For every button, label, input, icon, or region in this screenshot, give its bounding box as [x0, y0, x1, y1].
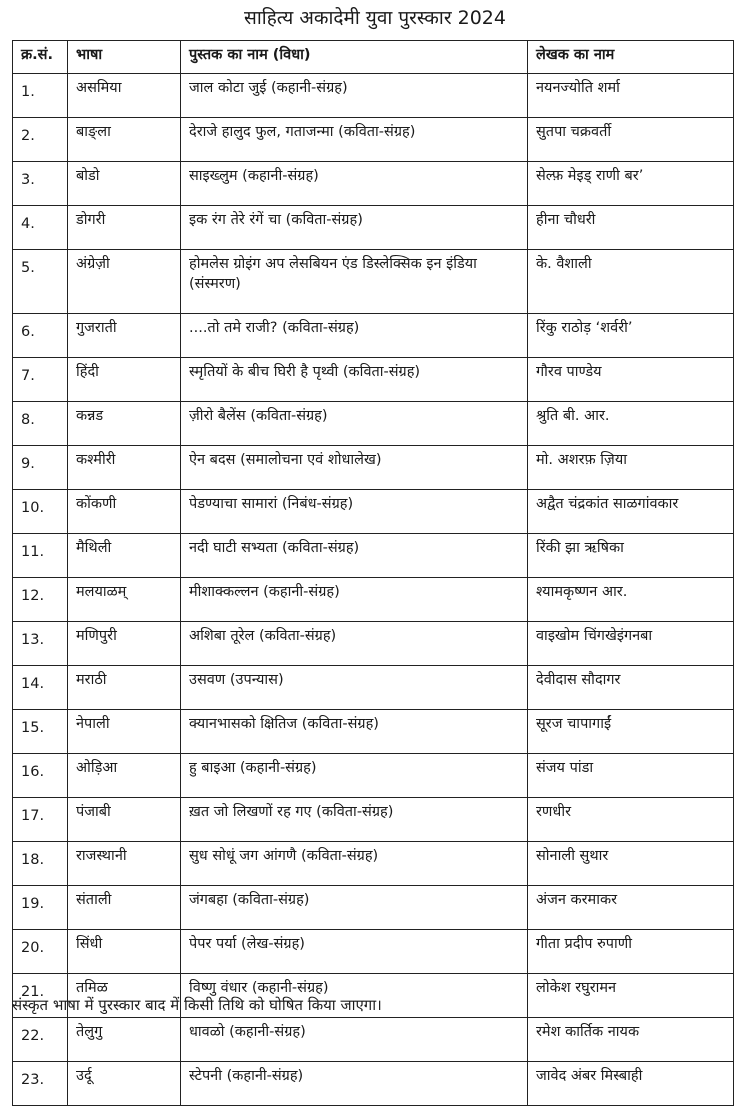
table-row	[13, 118, 734, 162]
cell-author: रिंकी झा ऋषिका	[528, 534, 734, 578]
cell-language: उर्दू	[68, 1062, 181, 1106]
cell-author: संजय पांडा	[528, 754, 734, 798]
cell-language: पंजाबी	[68, 798, 181, 842]
cell-language: मणिपुरी	[68, 622, 181, 666]
awards-table	[12, 40, 734, 1106]
cell-author: रणधीर	[528, 798, 734, 842]
cell-book: पेपर पर्या (लेख-संग्रह)	[181, 930, 528, 974]
cell-serial: 5.	[13, 250, 68, 314]
cell-serial: 2.	[13, 118, 68, 162]
cell-book: ज़ीरो बैलेंस (कविता-संग्रह)	[181, 402, 528, 446]
table-row	[13, 930, 734, 974]
cell-book: देराजे हालुद फुल, गताजन्मा (कविता-संग्रह)	[181, 118, 528, 162]
cell-language: बोडो	[68, 162, 181, 206]
cell-author: नयनज्योति शर्मा	[528, 74, 734, 118]
table-row	[13, 162, 734, 206]
table-row	[13, 206, 734, 250]
cell-author: श्यामकृष्णन आर.	[528, 578, 734, 622]
cell-book: मीशाक्कल्लन (कहानी-संग्रह)	[181, 578, 528, 622]
cell-serial: 13.	[13, 622, 68, 666]
cell-serial: 18.	[13, 842, 68, 886]
table-row	[13, 402, 734, 446]
cell-book: हु बाइआ (कहानी-संग्रह)	[181, 754, 528, 798]
header-author: लेखक का नाम	[528, 41, 734, 74]
cell-author: सूरज चापागाईं	[528, 710, 734, 754]
cell-language: अंग्रेज़ी	[68, 250, 181, 314]
header-serial: क्र.सं.	[13, 41, 68, 74]
cell-language: बाङ्ला	[68, 118, 181, 162]
cell-serial: 23.	[13, 1062, 68, 1106]
cell-author: सेल्फ़ मेइड् राणी बर’	[528, 162, 734, 206]
table-row	[13, 666, 734, 710]
table-row	[13, 754, 734, 798]
table-row	[13, 250, 734, 314]
cell-author: अद्वैत चंद्रकांत साळगांवकार	[528, 490, 734, 534]
cell-author: के. वैशाली	[528, 250, 734, 314]
cell-book: जाल कोटा जुई (कहानी-संग्रह)	[181, 74, 528, 118]
cell-serial: 3.	[13, 162, 68, 206]
cell-language: मलयाळम्	[68, 578, 181, 622]
cell-book: पेडण्याचा सामारां (निबंध-संग्रह)	[181, 490, 528, 534]
cell-author: जावेद अंबर मिस्बाही	[528, 1062, 734, 1106]
cell-author: रिंकु राठोड़ ‘शर्वरी’	[528, 314, 734, 358]
page-title: साहित्य अकादेमी युवा पुरस्कार 2024	[244, 7, 506, 29]
header-language: भाषा	[68, 41, 181, 74]
cell-book: क्यानभासको क्षितिज (कविता-संग्रह)	[181, 710, 528, 754]
cell-language: कन्नड	[68, 402, 181, 446]
cell-serial: 19.	[13, 886, 68, 930]
cell-author: अंजन करमाकर	[528, 886, 734, 930]
cell-language: कश्मीरी	[68, 446, 181, 490]
header-book: पुस्तक का नाम (विधा)	[181, 41, 528, 74]
cell-serial: 21.	[13, 974, 68, 1018]
cell-book: सुध सोधूं जग आंगणै (कविता-संग्रह)	[181, 842, 528, 886]
cell-book: अशिबा तूरेल (कविता-संग्रह)	[181, 622, 528, 666]
table-row	[13, 622, 734, 666]
table-header-row	[13, 41, 734, 74]
table-row	[13, 358, 734, 402]
cell-serial: 15.	[13, 710, 68, 754]
cell-language: तेलुगु	[68, 1018, 181, 1062]
cell-serial: 12.	[13, 578, 68, 622]
cell-language: संताली	[68, 886, 181, 930]
cell-author: सोनाली सुथार	[528, 842, 734, 886]
cell-language: डोगरी	[68, 206, 181, 250]
cell-serial: 11.	[13, 534, 68, 578]
cell-author: मो. अशरफ़ ज़िया	[528, 446, 734, 490]
cell-book: विष्णु वंधार (कहानी-संग्रह)	[181, 974, 528, 1018]
cell-author: वाइखोम चिंगखेइंगनबा	[528, 622, 734, 666]
table-row	[13, 886, 734, 930]
cell-serial: 14.	[13, 666, 68, 710]
table-row	[13, 710, 734, 754]
cell-language: कोंकणी	[68, 490, 181, 534]
cell-author: लोकेश रघुरामन	[528, 974, 734, 1018]
table-row	[13, 842, 734, 886]
cell-author: गीता प्रदीप रुपाणी	[528, 930, 734, 974]
cell-serial: 4.	[13, 206, 68, 250]
cell-serial: 22.	[13, 1018, 68, 1062]
cell-book: स्टेपनी (कहानी-संग्रह)	[181, 1062, 528, 1106]
cell-serial: 9.	[13, 446, 68, 490]
cell-book: होमलेस ग्रोइंग अप लेसबियन एंड डिस्लेक्सिक इन इंडिया (संस्मरण)	[181, 250, 528, 314]
table-row	[13, 1062, 734, 1106]
cell-serial: 6.	[13, 314, 68, 358]
table-row	[13, 490, 734, 534]
cell-serial: 17.	[13, 798, 68, 842]
table-row	[13, 534, 734, 578]
cell-book: स्मृतियों के बीच घिरी है पृथ्वी (कविता-संग्रह)	[181, 358, 528, 402]
cell-book: ऐन बदस (समालोचना एवं शोधालेख)	[181, 446, 528, 490]
cell-author: देवीदास सौदागर	[528, 666, 734, 710]
cell-serial: 10.	[13, 490, 68, 534]
cell-book: ख़त जो लिखणों रह गए (कविता-संग्रह)	[181, 798, 528, 842]
table-row	[13, 74, 734, 118]
cell-book: इक रंग तेरे रंगें चा (कविता-संग्रह)	[181, 206, 528, 250]
cell-language: गुजराती	[68, 314, 181, 358]
table-row	[13, 314, 734, 358]
cell-author: गौरव पाण्डेय	[528, 358, 734, 402]
cell-language: असमिया	[68, 74, 181, 118]
cell-language: राजस्थानी	[68, 842, 181, 886]
cell-language: मराठी	[68, 666, 181, 710]
cell-book: ....तो तमे राजी? (कविता-संग्रह)	[181, 314, 528, 358]
cell-serial: 1.	[13, 74, 68, 118]
cell-book: जंगबहा (कविता-संग्रह)	[181, 886, 528, 930]
footer-note: संस्कृत भाषा में पुरस्कार बाद में किसी तिथि को घोषित किया जाएगा।	[12, 996, 382, 1014]
cell-serial: 7.	[13, 358, 68, 402]
cell-author: रमेश कार्तिक नायक	[528, 1018, 734, 1062]
cell-language: मैथिली	[68, 534, 181, 578]
cell-book: उसवण (उपन्यास)	[181, 666, 528, 710]
cell-author: सुतपा चक्रवर्ती	[528, 118, 734, 162]
table-row	[13, 1018, 734, 1062]
table-row	[13, 798, 734, 842]
cell-book: नदी घाटी सभ्यता (कविता-संग्रह)	[181, 534, 528, 578]
cell-language: हिंदी	[68, 358, 181, 402]
cell-book: साइख्लुम (कहानी-संग्रह)	[181, 162, 528, 206]
table-row	[13, 446, 734, 490]
cell-serial: 16.	[13, 754, 68, 798]
cell-language: तमिळ	[68, 974, 181, 1018]
cell-author: श्रुति बी. आर.	[528, 402, 734, 446]
cell-author: हीना चौधरी	[528, 206, 734, 250]
table-body	[13, 74, 734, 1106]
cell-language: नेपाली	[68, 710, 181, 754]
cell-language: सिंधी	[68, 930, 181, 974]
table-row	[13, 578, 734, 622]
cell-book: धावळो (कहानी-संग्रह)	[181, 1018, 528, 1062]
cell-serial: 8.	[13, 402, 68, 446]
cell-language: ओड़िआ	[68, 754, 181, 798]
cell-serial: 20.	[13, 930, 68, 974]
